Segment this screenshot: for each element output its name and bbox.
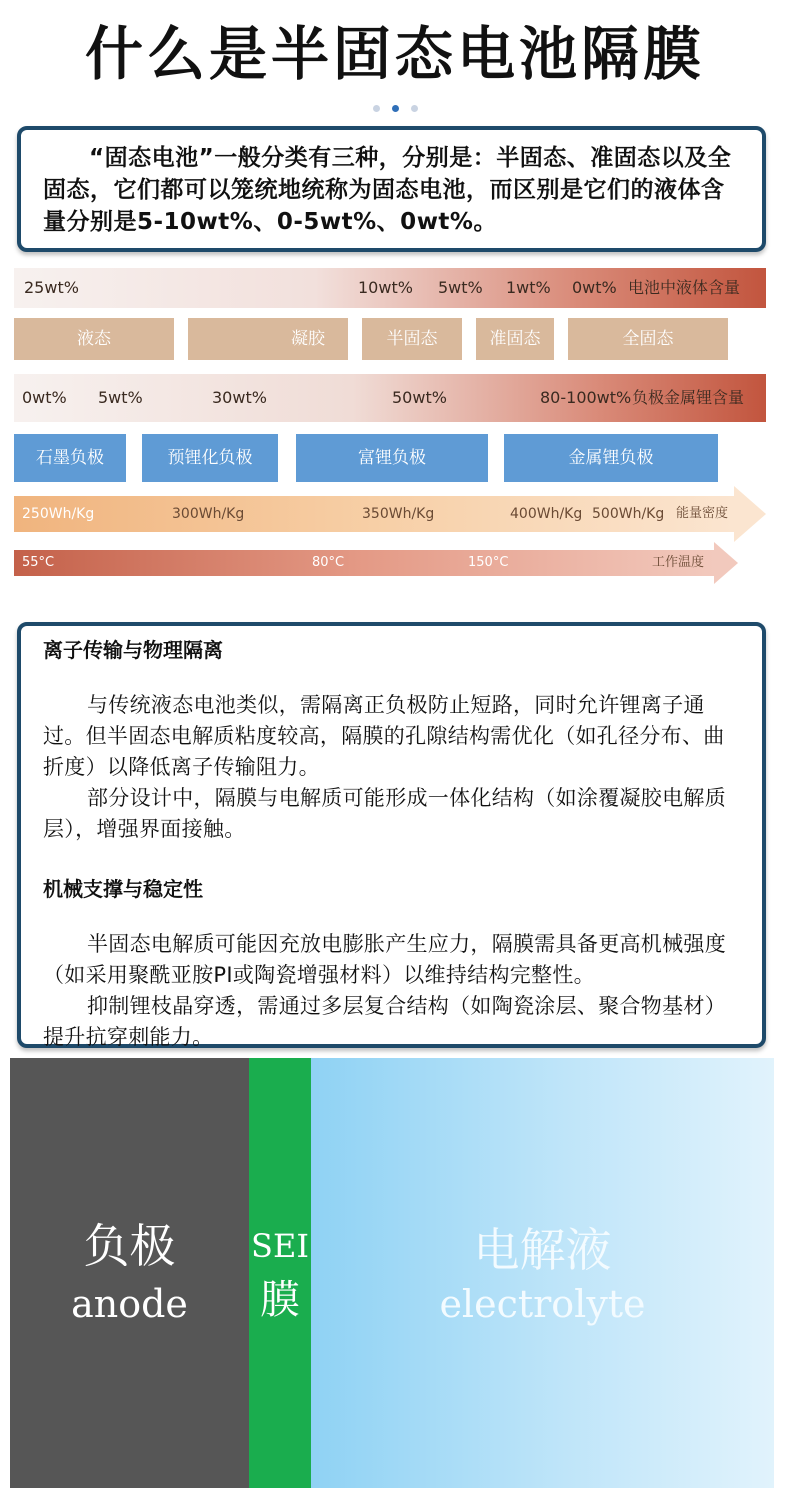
battery-infographic: [0, 262, 790, 590]
liquid-value: 1wt%: [506, 278, 551, 297]
category-all-solid: 全固态: [568, 318, 728, 360]
energy-value: 400Wh/Kg: [510, 506, 583, 522]
energy-value: 500Wh/Kg: [592, 506, 665, 522]
category-semi-solid: 半固态: [362, 318, 462, 360]
category-quasi-solid: 准固态: [476, 318, 554, 360]
energy-arrowhead: [734, 486, 766, 542]
intro-box: [17, 126, 766, 252]
liquid-value: 10wt%: [358, 278, 413, 297]
electrolyte-label-en: electrolyte: [439, 1282, 646, 1326]
section2-paragraph: 半固态电解质可能因充放电膨胀产生应力，隔膜需具备更高机械强度（如采用聚酰亚胺PI或陶瓷增强材料）以维持结构完整性。: [43, 932, 726, 987]
temperature-value: 150°C: [468, 555, 509, 570]
anode-label-en: anode: [71, 1282, 188, 1326]
sei-label-en: SEI: [251, 1227, 309, 1265]
temperature-band-label: 工作温度: [652, 555, 705, 570]
electrolyte-label-cn: 电解液: [473, 1223, 612, 1277]
section2-paragraph: 抑制锂枝晶穿透，需通过多层复合结构（如陶瓷涂层、聚合物基材）提升抗穿刺能力。: [43, 994, 726, 1049]
anode-lithium-metal: 金属锂负极: [504, 434, 718, 482]
section-title-mechanical: 机械支撑与稳定性: [43, 877, 203, 901]
category-liquid: 液态: [14, 318, 174, 360]
carousel-dot-active[interactable]: [392, 105, 399, 112]
energy-value: 250Wh/Kg: [22, 506, 95, 522]
anode-lithium-rich: 富锂负极: [296, 434, 488, 482]
carousel-dot[interactable]: [373, 105, 380, 112]
lithium-band-label: 负极金属锂含量: [632, 388, 745, 407]
intro-text: “固态电池”一般分类有三种，分别是：半固态、准固态以及全固态，它们都可以笼统地统称为固态电池，而区别是它们的液体含量分别是5-10wt%、0-5wt%、0wt%。: [43, 145, 732, 235]
anode-prelithiated: 预锂化负极: [142, 434, 278, 482]
sei-diagram: [10, 1058, 774, 1488]
energy-band-label: 能量密度: [676, 506, 729, 521]
temperature-arrow: [14, 550, 714, 576]
page-title: 什么是半固态电池隔膜: [84, 20, 705, 88]
category-gel: 凝胶: [188, 318, 348, 360]
anode-graphite: 石墨负极: [14, 434, 126, 482]
liquid-value: 5wt%: [438, 278, 483, 297]
liquid-value: 0wt%: [572, 278, 617, 297]
electrolyte-layer: [311, 1058, 774, 1488]
temperature-value: 55°C: [22, 555, 55, 570]
section-title-ion-transport: 离子传输与物理隔离: [43, 638, 223, 662]
sei-layer: [249, 1058, 311, 1488]
carousel-dots: [0, 98, 790, 108]
liquid-band-label: 电池中液体含量: [628, 278, 741, 297]
section1-paragraph: 部分设计中，隔膜与电解质可能形成一体化结构（如涂覆凝胶电解质层），增强界面接触。: [43, 786, 726, 841]
lithium-value: 5wt%: [98, 388, 143, 407]
sei-label-cn: 膜: [260, 1277, 300, 1323]
temperature-arrowhead: [714, 542, 738, 584]
carousel-dot[interactable]: [411, 105, 418, 112]
lithium-value: 80-100wt%: [540, 388, 632, 407]
temperature-value: 80°C: [312, 555, 345, 570]
liquid-value: 25wt%: [24, 278, 79, 297]
lithium-value: 30wt%: [212, 388, 267, 407]
energy-value: 300Wh/Kg: [172, 506, 245, 522]
energy-value: 350Wh/Kg: [362, 506, 435, 522]
anode-layer: [10, 1058, 249, 1488]
lithium-value: 0wt%: [22, 388, 67, 407]
detail-box: [17, 622, 766, 1048]
anode-label-cn: 负极: [83, 1219, 176, 1273]
lithium-value: 50wt%: [392, 388, 447, 407]
section1-paragraph: 与传统液态电池类似，需隔离正负极防止短路，同时允许锂离子通过。但半固态电解质粘度较高，隔膜的孔隙结构需优化（如孔径分布、曲折度）以降低离子传输阻力。: [43, 693, 725, 779]
